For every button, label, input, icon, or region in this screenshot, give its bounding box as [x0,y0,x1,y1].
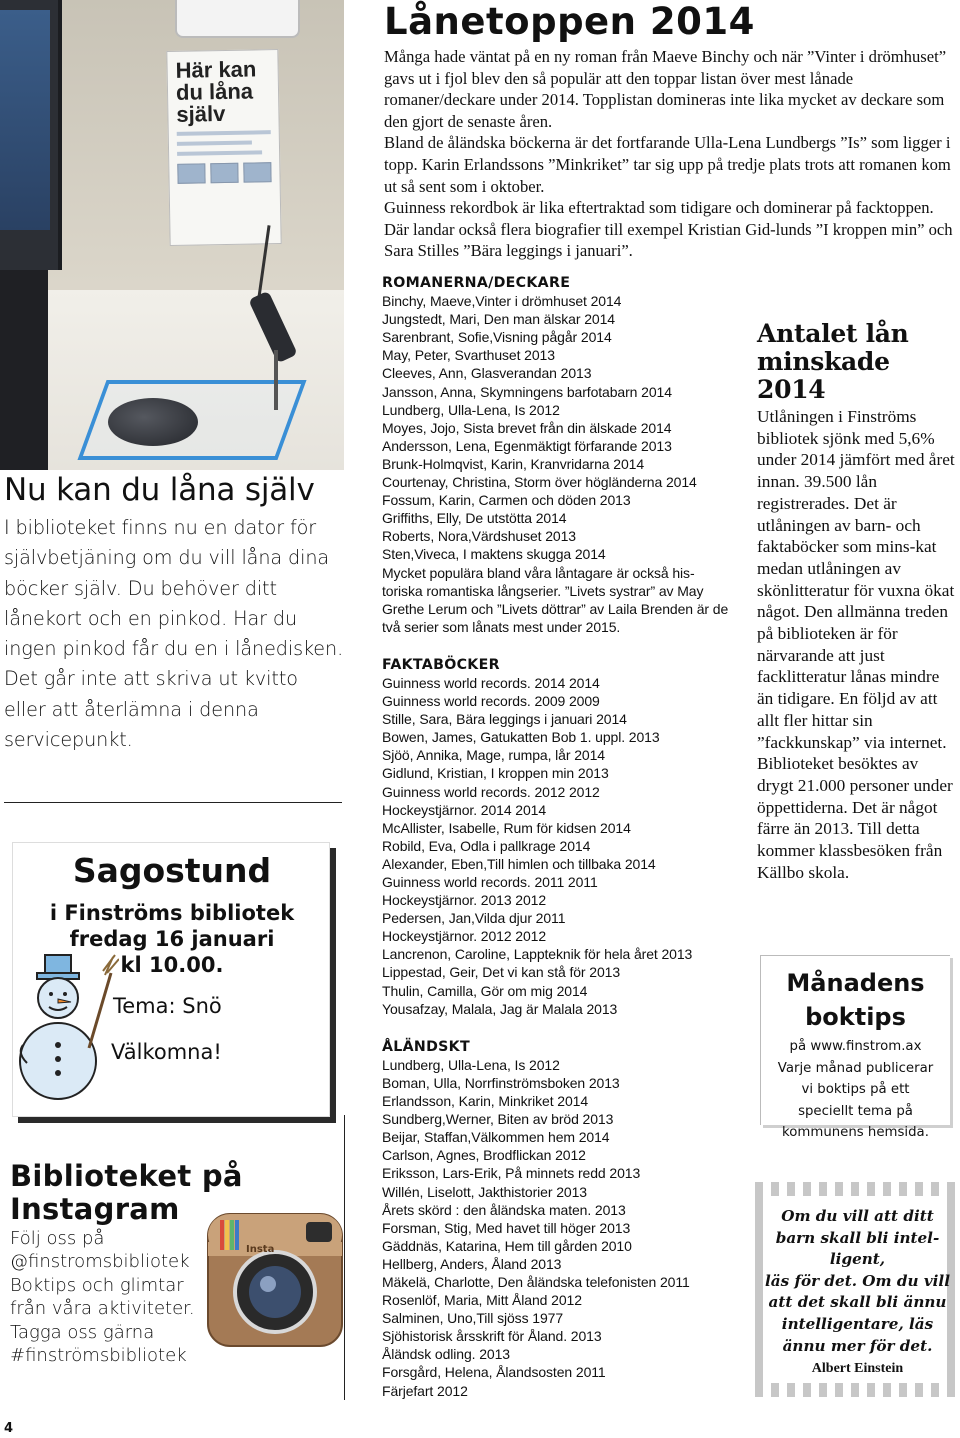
list-item: Eriksson, Lars-Erik, På minnets redd 2013 [382,1165,641,1182]
quote-line: barn skall bli intel- [775,1228,940,1247]
list-item: Gäddnäs, Katarina, Hem till gården 2010 [382,1237,632,1254]
list-item: Andersson, Lena, Egenmäktigt förfarande 2013 [382,437,672,454]
instagram-article [10,1160,340,1367]
list-item: Sundberg,Werner, Biten av bröd 2013 [382,1111,614,1128]
list-item: Beijar, Staffan,Välkommen hem 2014 [382,1129,610,1146]
boktips-line: vi boktips på ett [801,1082,910,1098]
quote-text [755,1206,960,1357]
vertical-divider [344,1115,345,1400]
list-item: Thulin, Camilla, Gör om mig 2014 [382,982,588,999]
instagram-icon-label: Insta [246,1244,275,1255]
list-item: Roberts, Nora,Värdshuset 2013 [382,528,576,545]
alandskt-heading: ÅLÄNDSKT [382,1038,470,1055]
instagram-line: Tagga oss gärna [10,1321,155,1343]
instagram-line: Boktips och glimtar [10,1274,184,1296]
list-item: Sjöö, Annika, Mage, rumpa, lår 2014 [382,747,605,764]
list-item: Rosenlöf, Maria, Mitt Åland 2012 [382,1292,582,1309]
sagostund-welcome: Välkomna! [111,1040,222,1064]
quote-line: ligent, [829,1250,886,1269]
lanetoppen-paragraph: Guinness rekordbok är lika eftertraktad som tidigare och dominerar på facktoppen. Där landar också flera biografier till exempel Kristian Gid-lunds ”I kroppen min” och Sara Stilles ”Bära leggings i januari”. [384,198,953,261]
fakta-section [382,656,742,1018]
list-item: Willén, Liselott, Jakthistorier 2013 [382,1183,587,1200]
list-item: Sarenbrant, Sofie,Visning pågår 2014 [382,329,612,346]
romaner-note: Mycket populära bland våra låntagare är också his-toriska romantiska långserier. ”Livets systrar” av May Grethe Lerum och ”Livets döttrar” av Laila Brenden är de två serier som lånats mest under 2015. [382,564,729,635]
boktips-box [760,955,950,1141]
boktips-line: på www.finstrom.ax [789,1039,922,1054]
list-item: Färjefart 2012 [382,1382,468,1399]
library-photo [0,0,344,470]
list-item: Årets skörd : den åländska maten. 2013 [382,1201,626,1218]
snowman-icon [19,953,119,1113]
antal-lan-title-line: minskade 2014 [757,347,890,404]
list-item: Carlson, Agnes, Brodflickan 2012 [382,1147,586,1164]
lanetoppen-body [384,46,954,262]
boktips-line: kommunens hemsida. [782,1125,929,1141]
page-number: 4 [4,1421,14,1436]
photo-poster-title: Här kan du låna själv [175,56,257,127]
instagram-line: @finstromsbibliotek [10,1251,190,1273]
quote-line: att det skall bli ännu [768,1293,947,1312]
instagram-title-line: Instagram [10,1192,180,1226]
instagram-line: Följ oss på [10,1228,105,1249]
list-item: Guinness world records. 2012 2012 [382,783,600,800]
fakta-heading: FAKTABÖCKER [382,656,500,673]
list-item: May, Peter, Svarthuset 2013 [382,347,555,364]
fakta-list [382,674,742,1018]
list-item: Sjöhistorisk årsskrift för Åland. 2013 [382,1328,602,1345]
photo-computer-tower [0,270,48,470]
selfservice-article [4,470,344,755]
list-item: Guinness world records. 2011 2011 [382,874,598,890]
list-item: Erlandsson, Karin, Minkriket 2014 [382,1093,589,1110]
photo-monitor-screen [0,10,50,230]
loan-top-lists [382,274,742,1420]
list-item: Åländsk odling. 2013 [382,1346,510,1363]
list-item: Binchy, Maeve,Vinter i drömhuset 2014 [382,293,622,310]
alandskt-section [382,1038,742,1400]
lanetoppen-title: Lånetoppen 2014 [384,0,755,43]
photo-mouse [108,398,198,446]
list-item: Jansson, Anna, Skymningens barfotabarn 2014 [382,383,672,400]
list-item: Hockeystjärnor. 2013 2012 [382,892,547,909]
list-item: Bowen, James, Gatukatten Bob 1. uppl. 2013 [382,729,660,746]
boktips-text [761,1036,950,1144]
quote-line: intelligentare, läs [781,1314,934,1333]
alandskt-list [382,1056,742,1400]
list-item: Moyes, Jojo, Sista brevet från din älskade 2014 [382,419,672,436]
list-item: Yousafzay, Malala, Jag är Malala 2013 [382,1000,618,1017]
photo-poster-thumbnails [177,162,271,184]
list-item: Forsman, Stig, Med havet till höger 2013 [382,1219,631,1236]
antal-lan-title [757,320,957,404]
sagostund-theme: Tema: Snö [113,994,222,1018]
sagostund-title: Sagostund [72,851,272,890]
list-item: Hockeystjärnor. 2012 2012 [382,928,547,945]
romaner-list [382,292,742,563]
list-item: Boman, Ulla, Norrfinströmsboken 2013 [382,1074,620,1091]
list-item: Brunk-Holmqvist, Karin, Kranvridarna 2014 [382,455,645,472]
list-item: Cleeves, Ann, Glasverandan 2013 [382,365,592,382]
list-item: Forsgård, Helena, Ålandsosten 2011 [382,1364,606,1381]
list-item: Lippestad, Geir, Det vi kan stå för 2013 [382,964,621,981]
list-item: McAllister, Isabelle, Rum för kidsen 2014 [382,819,631,836]
list-item: Pedersen, Jan,Vilda djur 2011 [382,910,566,927]
list-item: Alexander, Eben,Till himlen och tillbaka 2014 [382,855,656,872]
instagram-line: från våra aktiviteter. [10,1298,195,1320]
einstein-quote-box [755,1182,960,1397]
list-item: Mäkelä, Charlotte, Den åländska telefonisten 2011 [382,1273,690,1290]
list-item: Hockeystjärnor. 2014 2014 [382,801,547,818]
sagostund-place: i Finströms bibliotek [49,901,295,925]
quote-line: Om du vill att ditt [781,1207,934,1225]
list-item: Jungstedt, Mari, Den man älskar 2014 [382,311,615,328]
quote-line: läs för det. Om du vill [765,1271,950,1290]
lanetoppen-paragraph: Bland de åländska böckerna är det fortfarande Ulla-Lena Lundbergs ”Is” som ligger i topp. Karin Erlandssons ”Minkriket” tar sig upp på tredje plats trots att romanen kom ut så sent som i oktober. [384,133,951,196]
romaner-section [382,274,742,636]
boktips-line: speciellt tema på [798,1103,913,1119]
antal-lan-text: Utlåningen i Finströms bibliotek sjönk med 5,6% under 2014 jämfört med året innan. 39.500 lån registrerades. Det är utlåningen av barn- och faktaböcker som mins-kat medan utlåningen av skönlitteratur för vuxna ökat något. Den allmänna treden på biblioteken är för närvarande att just facklitteratur lånas mindre än tidigare. En följd av att allt fler hittar sin ”fackkunskap” via internet. Biblioteket besöktes av drygt 21.000 personer under öppettiderna. Det är något färre än 2013. Till detta kommer klassbesöken från Källbo skola. [757,407,955,882]
photo-poster [166,49,281,246]
list-item: Guinness world records. 2009 2009 [382,693,600,710]
list-item: Stille, Sara, Bära leggings i januari 2014 [382,711,627,728]
photo-scanner-stand [274,350,278,410]
boktips-title-line: Månadens [786,969,925,997]
divider [4,802,342,803]
romaner-heading: ROMANERNA/DECKARE [382,275,571,291]
list-item: Lancrenon, Caroline, Lappteknik för hela året 2013 [382,946,693,963]
selfservice-text: I biblioteket finns nu en dator för självbetjäning om du vill låna dina böcker själv. Du behöver ditt lånekort och en pinkod. Har du ingen pinkod får du en i lånedisken. Det går inte att skriva ut kvitto eller att återlämna i denna servicepunkt. [4,516,344,752]
boktips-title-line: boktips [805,1003,906,1031]
quote-author: Albert Einstein [811,1361,904,1376]
lanetoppen-article [384,2,954,262]
antal-lan-article [757,320,957,883]
list-item: Hellberg, Anders, Åland 2013 [382,1255,562,1272]
boktips-title [761,966,950,1034]
list-item: Courtenay, Christina, Storm över högländerna 2014 [382,474,697,491]
instagram-line: #finströmsbibliotek [10,1345,187,1367]
list-item: Lundberg, Ulla-Lena, Is 2012 [382,1056,560,1073]
list-item: Fossum, Karin, Carmen och döden 2013 [382,492,631,509]
lanetoppen-paragraph: Många hade väntat på en ny roman från Maeve Binchy och när ”Vinter i drömhuset” gavs ut i fjol blev den så populär att den toppar listan över mest lånade romaner/deckare under 2014. Topplistan domineras inte lika mycket av deckare som den gjort de senaste åren. [384,47,947,131]
instagram-camera-icon [206,1212,344,1348]
list-item: Gidlund, Kristian, I kroppen min 2013 [382,765,609,782]
list-item: Robild, Eva, Odla i pallkrage 2014 [382,837,591,854]
list-item: Salminen, Uno,Till sjöss 1977 [382,1310,564,1327]
quote-line: ännu mer för det. [782,1336,933,1355]
sagostund-time: kl 10.00. [120,953,224,977]
list-item: Sten,Viveca, I maktens skugga 2014 [382,546,606,563]
selfservice-title: Nu kan du låna själv [4,472,315,508]
antal-lan-title-line: Antalet lån [757,319,909,348]
list-item: Lundberg, Ulla-Lena, Is 2012 [382,401,560,418]
list-item: Griffiths, Elly, De utstötta 2014 [382,510,567,527]
sagostund-date: fredag 16 januari [69,927,275,951]
list-item: Guinness world records. 2014 2014 [382,674,600,691]
photo-tablet [175,0,300,38]
boktips-line: Varje månad publicerar [777,1060,934,1076]
photo-poster-lines [177,130,271,156]
photo-monitor [0,0,62,270]
instagram-title-line: Biblioteket på [10,1159,243,1193]
sagostund-box [12,842,330,1117]
